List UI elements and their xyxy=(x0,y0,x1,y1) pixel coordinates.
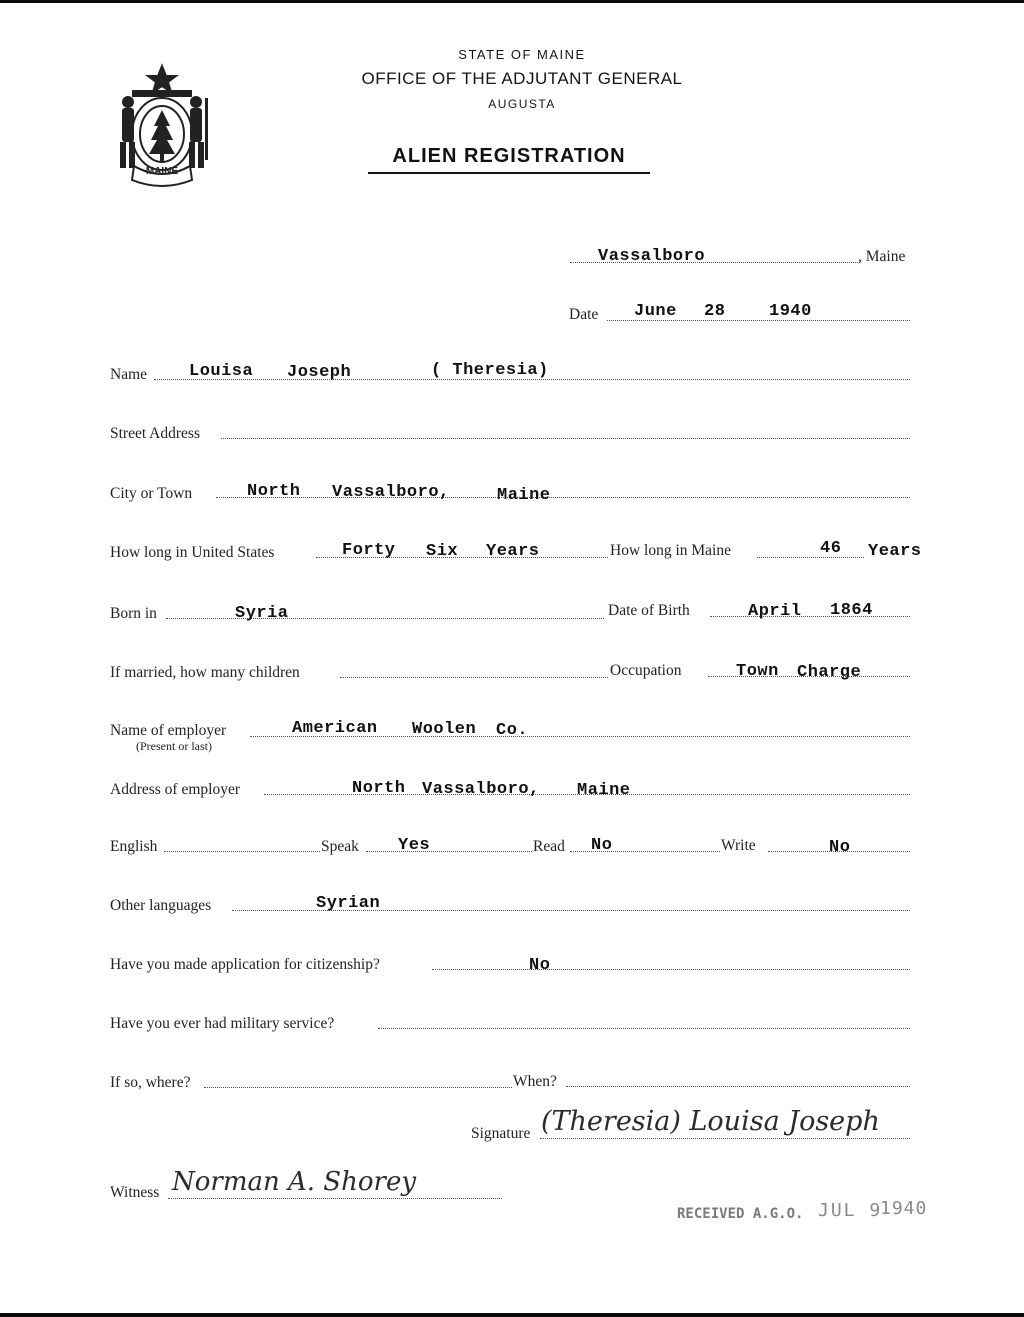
date-label: Date xyxy=(569,306,599,323)
occupation-value-1: Town xyxy=(736,662,779,681)
bottom-border xyxy=(0,1313,1024,1317)
name-last: Joseph xyxy=(287,363,352,382)
maine-value-2: Years xyxy=(868,542,922,561)
us-value-2: Six xyxy=(426,542,459,561)
city-value-1: North xyxy=(247,482,301,501)
read-value: No xyxy=(591,836,613,855)
military-dots xyxy=(378,1028,910,1029)
name-label: Name xyxy=(110,366,148,383)
us-label: How long in United States xyxy=(110,544,275,561)
citizenship-value: No xyxy=(529,956,551,975)
speak-value: Yes xyxy=(398,836,431,855)
city-heading: AUGUSTA xyxy=(488,97,556,111)
where-label: If so, where? xyxy=(110,1074,191,1091)
children-label: If married, how many children xyxy=(110,664,300,681)
date-month: June xyxy=(634,302,677,321)
city-value-2: Vassalboro, xyxy=(332,483,450,502)
date-day: 28 xyxy=(704,302,726,321)
witness-value: Norman A. Shorey xyxy=(172,1167,417,1197)
name-alias: ( Theresia) xyxy=(431,361,549,380)
dob-month: April xyxy=(748,602,802,621)
emp-address-label: Address of employer xyxy=(110,781,240,798)
born-value: Syria xyxy=(235,604,289,623)
maine-dots xyxy=(757,557,864,558)
witness-label: Witness xyxy=(110,1184,160,1201)
street-dots xyxy=(221,438,910,439)
speak-dots xyxy=(366,851,532,852)
born-label: Born in xyxy=(110,605,157,622)
citizenship-label: Have you made application for citizenship? xyxy=(110,956,380,973)
citizenship-dots xyxy=(432,969,910,970)
maine-value-1: 46 xyxy=(820,539,842,558)
signature-label: Signature xyxy=(471,1125,531,1142)
date-year: 1940 xyxy=(769,302,812,321)
seal-banner-text: MAINE xyxy=(145,166,179,177)
read-label: Read xyxy=(533,838,565,855)
emp-address-value-2: Vassalboro, xyxy=(422,780,540,799)
place-town: Vassalboro xyxy=(598,247,706,266)
name-first: Louisa xyxy=(189,362,254,381)
military-label: Have you ever had military service? xyxy=(110,1015,335,1032)
state-heading: STATE OF MAINE xyxy=(458,47,586,62)
signature-dots xyxy=(540,1138,910,1139)
office-heading: OFFICE OF THE ADJUTANT GENERAL xyxy=(361,69,683,88)
place-state-label: , Maine xyxy=(858,248,906,265)
employer-value-1: American xyxy=(292,719,378,738)
other-lang-value: Syrian xyxy=(316,894,381,913)
us-value-3: Years xyxy=(486,542,540,561)
english-label: English xyxy=(110,838,158,855)
received-stamp: RECEIVED A.G.O. xyxy=(677,1206,804,1222)
emp-address-value-3: Maine xyxy=(577,781,631,800)
city-label: City or Town xyxy=(110,485,193,502)
city-dots xyxy=(216,497,910,498)
stamp-date: JUL 9 xyxy=(818,1200,883,1221)
write-label: Write xyxy=(721,837,756,854)
maine-label: How long in Maine xyxy=(610,542,731,559)
title-underline xyxy=(368,172,650,174)
born-dots xyxy=(166,618,604,619)
write-value: No xyxy=(829,838,851,857)
signature-value: (Theresia) Louisa Joseph xyxy=(541,1106,880,1137)
dob-year: 1864 xyxy=(830,601,873,620)
english-dots xyxy=(164,851,320,852)
witness-dots xyxy=(168,1198,502,1199)
employer-value-2: Woolen xyxy=(412,720,477,739)
children-dots xyxy=(340,677,608,678)
street-label: Street Address xyxy=(110,425,200,442)
dob-dots xyxy=(710,616,910,617)
employer-label: Name of employer xyxy=(110,722,227,739)
occupation-label: Occupation xyxy=(610,662,682,679)
form-title: ALIEN REGISTRATION xyxy=(392,145,626,167)
speak-label: Speak xyxy=(321,838,359,855)
occupation-value-2: Charge xyxy=(797,663,862,682)
employer-sublabel: (Present or last) xyxy=(136,739,212,753)
city-value-3: Maine xyxy=(497,486,551,505)
employer-value-3: Co. xyxy=(496,721,529,740)
where-dots xyxy=(204,1087,512,1088)
stamp-year: 1940 xyxy=(880,1198,928,1219)
emp-address-value-1: North xyxy=(352,779,406,798)
us-value-1: Forty xyxy=(342,541,396,560)
when-label: When? xyxy=(513,1073,557,1090)
top-border xyxy=(0,0,1024,3)
other-lang-label: Other languages xyxy=(110,897,212,914)
dob-label: Date of Birth xyxy=(608,602,690,619)
when-dots xyxy=(566,1086,910,1087)
